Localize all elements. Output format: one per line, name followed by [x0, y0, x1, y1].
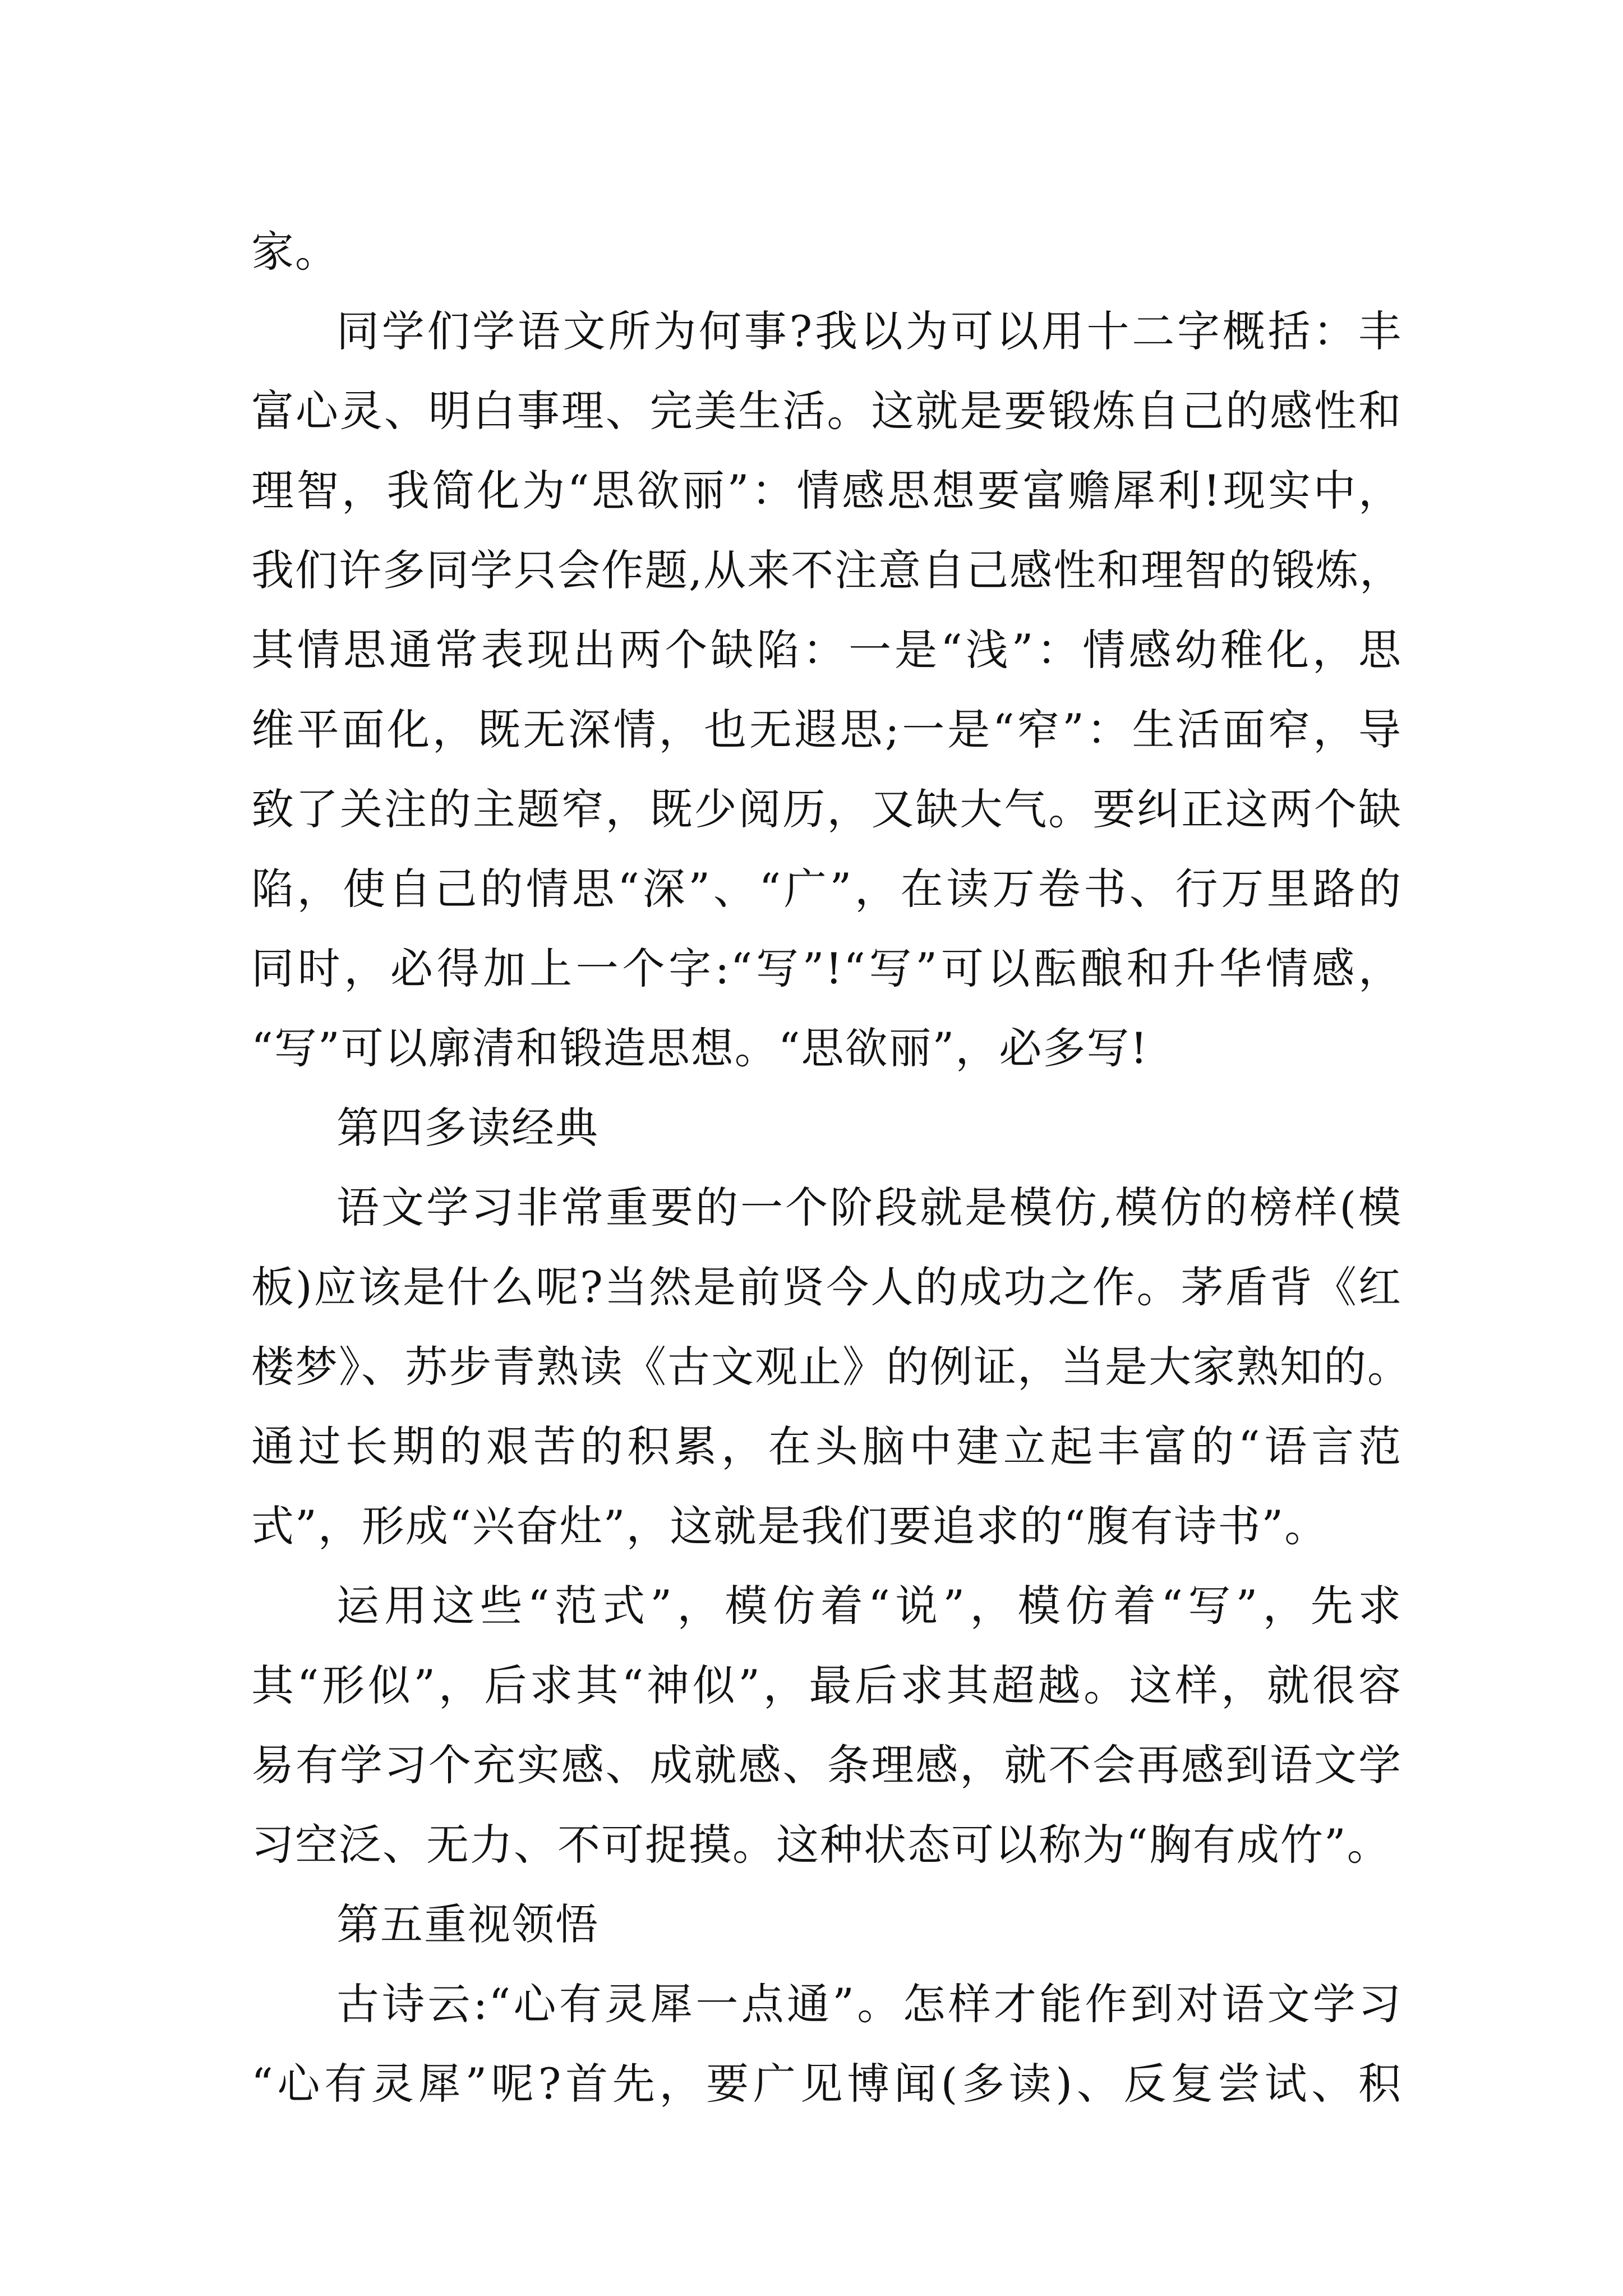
section-heading-4: 第四多读经典 — [336, 1103, 599, 1153]
text-line: 通过长期的艰苦的积累，在头脑中建立起丰富的“语言范 — [251, 1421, 1402, 1471]
text-line: 陷，使自己的情思“深”、“广”，在读万卷书、行万里路的 — [251, 864, 1402, 914]
text-line: 致了关注的主题窄，既少阅历，又缺大气。要纠正这两个缺 — [251, 784, 1402, 834]
text-line: 同时，必得加上一个字:“写”!“写”可以酝酿和升华情感， — [251, 944, 1402, 993]
text-line: “写”可以廓清和锻造思想。“思欲丽”，必多写! — [251, 1023, 1149, 1073]
text-line: 板)应该是什么呢?当然是前贤今人的成功之作。茅盾背《红 — [251, 1262, 1402, 1312]
text-line: 我们许多同学只会作题,从来不注意自己感性和理智的锻炼， — [251, 545, 1404, 595]
paragraph-start-line: 同学们学语文所为何事?我以为可以用十二字概括：丰 — [336, 306, 1402, 356]
text-line: 易有学习个充实感、成就感、条理感，就不会再感到语文学 — [251, 1740, 1402, 1790]
text-line: 家。 — [251, 227, 339, 277]
text-line: 其“形似”，后求其“神似”，最后求其超越。这样，就很容 — [251, 1660, 1402, 1710]
text-line: 维平面化，既无深情，也无遐思;一是“窄”：生活面窄，导 — [251, 705, 1402, 754]
text-line: 理智，我简化为“思欲丽”：情感思想要富赡犀利!现实中， — [251, 466, 1402, 516]
body-text — [251, 212, 1411, 2124]
text-line: “心有灵犀”呢?首先，要广见博闻(多读)、反复尝试、积 — [251, 2059, 1402, 2109]
paragraph-start-line: 运用这些“范式”，模仿着“说”，模仿着“写”，先求 — [336, 1581, 1402, 1631]
paragraph-start-line: 语文学习非常重要的一个阶段就是模仿,模仿的榜样(模 — [336, 1182, 1402, 1232]
section-heading-5: 第五重视领悟 — [336, 1899, 599, 1949]
text-line: 式”，形成“兴奋灶”，这就是我们要追求的“腹有诗书”。 — [251, 1501, 1329, 1551]
text-line: 富心灵、明白事理、完美生活。这就是要锻炼自己的感性和 — [251, 386, 1402, 436]
text-line: 习空泛、无力、不可捉摸。这种状态可以称为“胸有成竹”。 — [251, 1820, 1391, 1870]
paragraph-start-line: 古诗云:“心有灵犀一点通”。怎样才能作到对语文学习 — [336, 1979, 1402, 2029]
text-line: 其情思通常表现出两个缺陷：一是“浅”：情感幼稚化，思 — [251, 625, 1402, 675]
text-line: 楼梦》、苏步青熟读《古文观止》的例证，当是大家熟知的。 — [251, 1342, 1411, 1392]
